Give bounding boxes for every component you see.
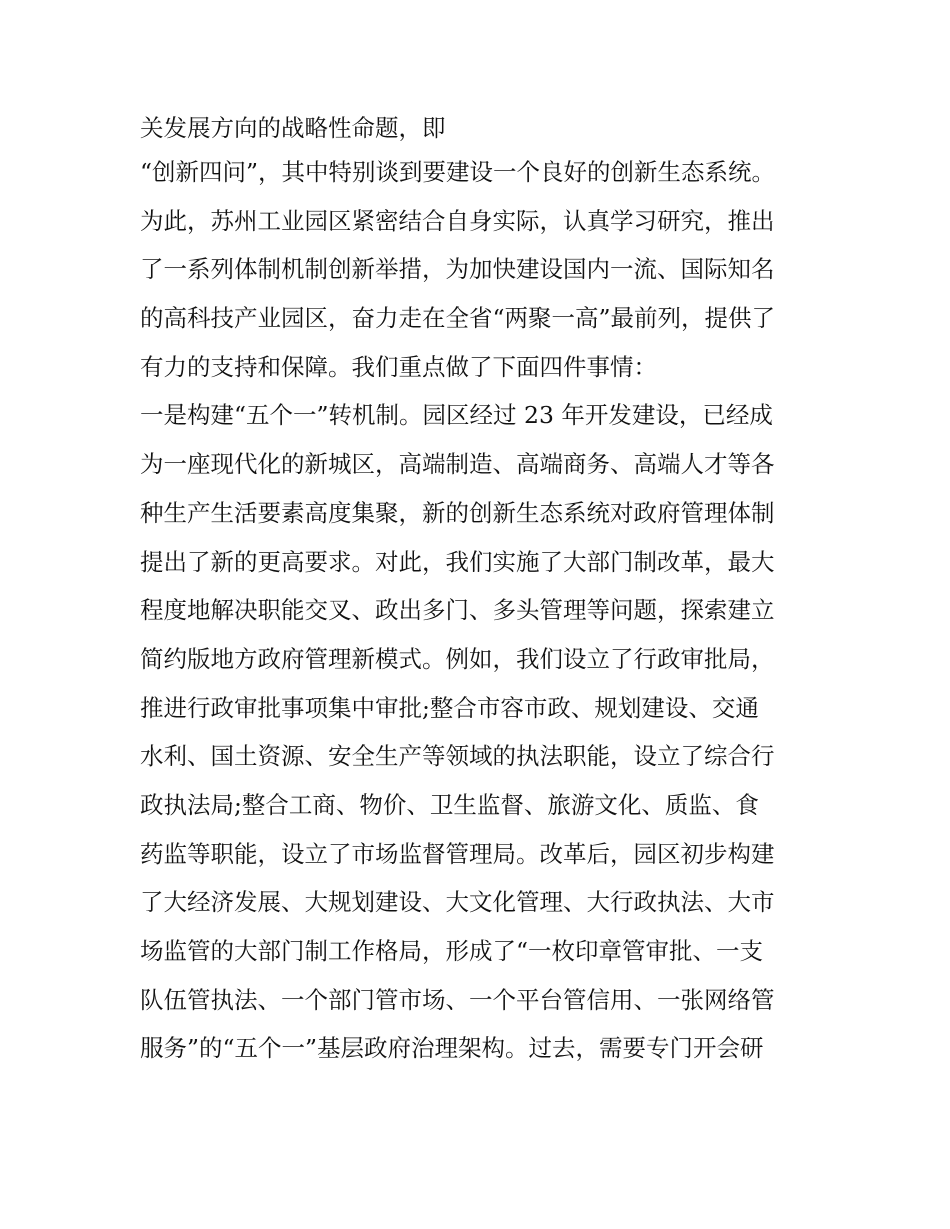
text-line: 程度地解决职能交叉、政出多门、多头管理等问题，探索建立 [140, 596, 775, 625]
text-line: 服务”的“五个一”基层政府治理架构。过去，需要专门开会研 [140, 1034, 764, 1063]
text-line: 简约版地方政府管理新模式。例如，我们设立了行政审批局， [140, 644, 775, 673]
text-line: 为一座现代化的新城区，高端制造、高端商务、高端人才等各 [140, 450, 775, 479]
text-line: 了大经济发展、大规划建设、大文化管理、大行政执法、大市 [140, 888, 775, 917]
text-line: 有力的支持和保障。我们重点做了下面四件事情： [140, 352, 657, 381]
text-line: 政执法局;整合工商、物价、卫生监督、旅游文化、质监、食 [140, 790, 759, 819]
text-line: 的高科技产业园区，奋力走在全省“两聚一高”最前列，提供了 [140, 304, 776, 333]
text-line: 种生产生活要素高度集聚，新的创新生态系统对政府管理体制 [140, 498, 775, 527]
text-line: 提出了新的更高要求。对此，我们实施了大部门制改革，最大 [140, 547, 775, 576]
text-line: 为此，苏州工业园区紧密结合自身实际，认真学习研究，推出 [140, 206, 775, 235]
text-line: 一是构建“五个一”转机制。园区经过 23 年开发建设，已经成 [140, 401, 773, 430]
text-line: 药监等职能，设立了市场监督管理局。改革后，园区初步构建 [140, 839, 775, 868]
text-line: 水利、国土资源、安全生产等领域的执法职能，设立了综合行 [140, 742, 775, 771]
text-line: 了一系列体制机制创新举措，为加快建设国内一流、国际知名 [140, 255, 775, 284]
text-line: 推进行政审批事项集中审批;整合市容市政、规划建设、交通 [140, 693, 759, 722]
text-line: “创新四问”，其中特别谈到要建设一个良好的创新生态系统。 [140, 158, 776, 186]
text-line: 队伍管执法、一个部门管市场、一个平台管信用、一张网络管 [140, 985, 775, 1014]
body-text [140, 108, 820, 1073]
text-line: 场监管的大部门制工作格局，形成了“一枚印章管审批、一支 [140, 937, 764, 965]
text-line: 关发展方向的战略性命题，即 [140, 114, 446, 142]
